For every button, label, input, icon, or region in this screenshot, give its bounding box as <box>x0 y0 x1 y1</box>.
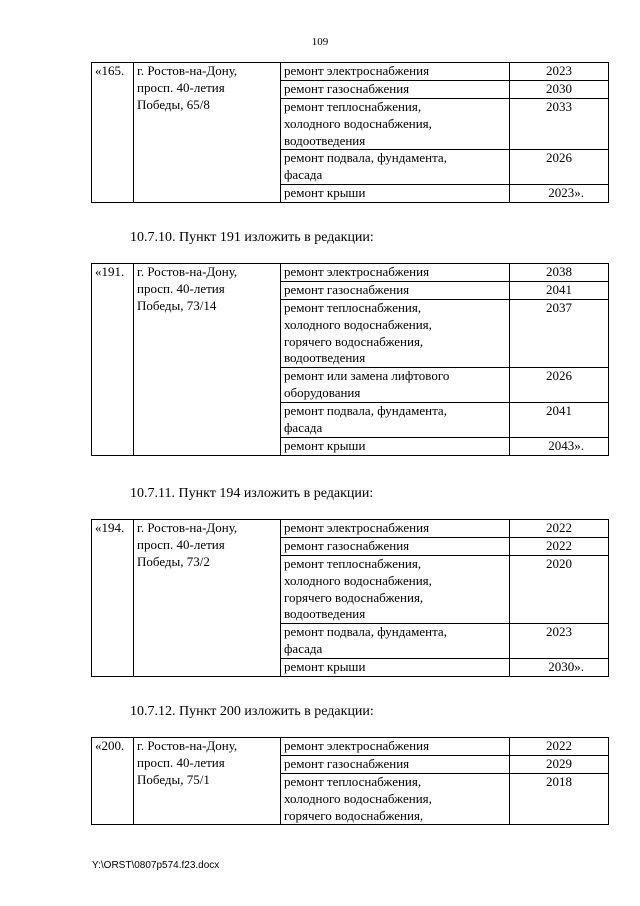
address-cell <box>134 520 281 677</box>
year-cell: 2037 <box>510 299 609 368</box>
address-cell <box>134 264 281 456</box>
work-line: ремонт электроснабжения <box>284 520 430 535</box>
work-type-cell <box>281 659 510 677</box>
page-number: 109 <box>311 36 329 48</box>
address-cell <box>134 738 281 825</box>
year-cell: 2022 <box>510 537 609 555</box>
work-type-cell <box>281 537 510 555</box>
work-type-cell <box>281 264 510 282</box>
year-cell: 2029 <box>510 755 609 773</box>
work-type-cell <box>281 281 510 299</box>
work-type-cell <box>281 63 510 81</box>
work-type-cell <box>281 437 510 455</box>
year-cell: 2041 <box>510 403 609 438</box>
repair-table-200 <box>91 737 609 825</box>
work-line: водоотведения <box>284 606 366 622</box>
address-line: г. Ростов-на-Дону, <box>137 63 238 78</box>
address-line: просп. 40-летия <box>137 754 225 770</box>
work-line: ремонт подвала, фундамента, <box>284 150 447 166</box>
work-line: холодного водоснабжения, <box>284 572 432 588</box>
work-type-cell <box>281 299 510 368</box>
repair-table-191 <box>91 263 609 456</box>
work-type-cell <box>281 368 510 403</box>
work-type-cell <box>281 624 510 659</box>
work-type-cell <box>281 738 510 756</box>
year-cell: 2043». <box>510 437 609 455</box>
work-line: ремонт или замена лифтового <box>284 368 450 384</box>
work-line: ремонт электроснабжения <box>284 264 430 279</box>
table-row <box>92 63 609 81</box>
paragraph-10-7-12: 10.7.12. Пункт 200 изложить в редакции: <box>130 704 374 719</box>
year-cell: 2041 <box>510 281 609 299</box>
year-cell: 2023 <box>510 624 609 659</box>
year-cell: 2026 <box>510 368 609 403</box>
work-line: холодного водоснабжения, <box>284 790 432 806</box>
table-row <box>92 520 609 538</box>
work-line: ремонт теплоснабжения, <box>284 773 422 789</box>
address-line: Победы, 73/14 <box>137 297 217 313</box>
paragraph-10-7-10: 10.7.10. Пункт 191 изложить в редакции: <box>130 230 374 245</box>
work-type-cell <box>281 98 510 150</box>
address-line: Победы, 65/8 <box>137 96 210 112</box>
table-row <box>92 264 609 282</box>
work-type-cell <box>281 185 510 203</box>
address-cell <box>134 63 281 203</box>
work-line: фасада <box>284 167 323 183</box>
work-line: холодного водоснабжения, <box>284 115 432 131</box>
work-line: ремонт электроснабжения <box>284 738 430 753</box>
work-line: ремонт газоснабжения <box>284 537 410 553</box>
work-type-cell <box>281 520 510 538</box>
work-type-cell <box>281 150 510 185</box>
address-line: Победы, 73/2 <box>137 553 210 569</box>
work-line: ремонт подвала, фундамента, <box>284 403 447 419</box>
work-line: ремонт теплоснабжения, <box>284 299 422 315</box>
year-cell: 2033 <box>510 98 609 150</box>
work-line: холодного водоснабжения, <box>284 316 432 332</box>
paragraph-10-7-11: 10.7.11. Пункт 194 изложить в редакции: <box>130 486 374 501</box>
year-cell: 2030 <box>510 80 609 98</box>
work-line: ремонт теплоснабжения, <box>284 98 422 114</box>
work-line: ремонт крыши <box>284 659 366 675</box>
year-cell: 2038 <box>510 264 609 282</box>
work-type-cell <box>281 403 510 438</box>
item-number: «165. <box>92 63 134 203</box>
work-line: горячего водоснабжения, <box>284 589 424 605</box>
work-type-cell <box>281 773 510 825</box>
year-cell: 2023». <box>510 185 609 203</box>
work-line: горячего водоснабжения, <box>284 807 424 823</box>
year-cell: 2018 <box>510 773 609 825</box>
year-cell: 2022 <box>510 738 609 756</box>
year-cell: 2022 <box>510 520 609 538</box>
address-line: г. Ростов-на-Дону, <box>137 520 238 535</box>
address-line: просп. 40-летия <box>137 536 225 552</box>
year-cell: 2020 <box>510 555 609 624</box>
work-line: ремонт крыши <box>284 437 366 453</box>
item-number: «194. <box>92 520 134 677</box>
address-line: просп. 40-летия <box>137 79 225 95</box>
work-line: ремонт газоснабжения <box>284 80 410 96</box>
year-cell: 2023 <box>510 63 609 81</box>
repair-table-194 <box>91 519 609 677</box>
work-line: водоотведения <box>284 350 366 366</box>
item-number: «200. <box>92 738 134 825</box>
work-type-cell <box>281 755 510 773</box>
work-line: ремонт крыши <box>284 185 366 201</box>
item-number: «191. <box>92 264 134 456</box>
work-line: ремонт газоснабжения <box>284 755 410 771</box>
work-line: фасада <box>284 420 323 436</box>
work-line: оборудования <box>284 385 361 401</box>
address-line: г. Ростов-на-Дону, <box>137 738 238 753</box>
work-line: ремонт теплоснабжения, <box>284 555 422 571</box>
address-line: г. Ростов-на-Дону, <box>137 264 238 279</box>
work-line: ремонт подвала, фундамента, <box>284 624 447 640</box>
year-cell: 2030». <box>510 659 609 677</box>
work-line: фасада <box>284 641 323 657</box>
year-cell: 2026 <box>510 150 609 185</box>
work-type-cell <box>281 555 510 624</box>
repair-table-165 <box>91 62 609 203</box>
work-type-cell <box>281 80 510 98</box>
work-line: ремонт газоснабжения <box>284 281 410 297</box>
work-line: горячего водоснабжения, <box>284 333 424 349</box>
work-line: ремонт электроснабжения <box>284 63 430 78</box>
address-line: Победы, 75/1 <box>137 771 210 787</box>
address-line: просп. 40-летия <box>137 280 225 296</box>
table-row <box>92 738 609 756</box>
file-path-footer: Y:\ORST\0807p574.f23.docx <box>92 860 220 871</box>
work-line: водоотведения <box>284 132 366 148</box>
